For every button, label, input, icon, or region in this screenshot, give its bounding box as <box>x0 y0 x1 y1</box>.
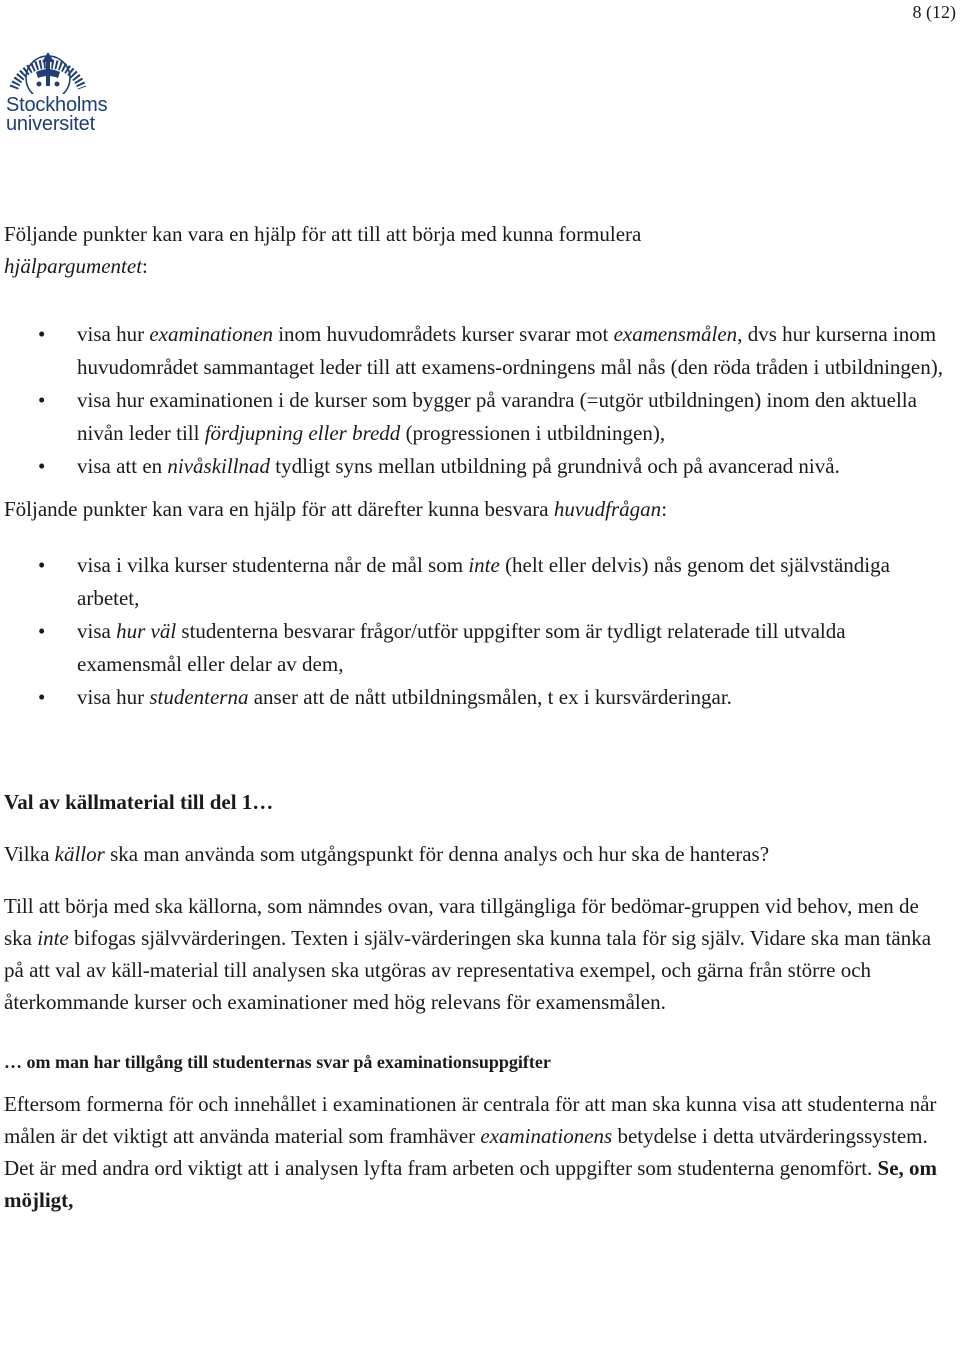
bullet-icon: • <box>38 553 46 577</box>
paragraph-text: betydelse i detta utvärderingssystem. Det är med andra ord viktigt att i analysen lyfta fram arbeten och uppgifter som studenterna genomfört. <box>4 1124 928 1180</box>
list-item <box>4 318 948 384</box>
page-number: 8 (12) <box>912 2 956 22</box>
list-emphasis: inte <box>468 553 500 577</box>
university-seal-icon <box>6 38 90 94</box>
bullet-icon: • <box>38 322 46 346</box>
document-body <box>4 218 948 1216</box>
list-text: visa i vilka kurser studenterna når de mål som <box>77 553 469 577</box>
section-paragraph <box>4 890 948 1018</box>
list-text: inom huvudområdets kurser svarar mot <box>272 322 614 346</box>
paragraph-text: Till att börja med ska källorna, som nämndes ovan, vara tillgängliga för bedömar-gruppen vid behov, men de ska <box>4 894 919 950</box>
bullet-list-1 <box>4 318 948 483</box>
list-emphasis: fördjupning eller bredd <box>204 421 401 445</box>
list-text: (progressionen i utbildningen), <box>400 421 666 445</box>
paragraph-text: Eftersom formerna för och innehållet i examinationen är centrala för att man ska kunna visa att studenterna når målen är det viktigt att använda material som framhäver <box>4 1092 937 1148</box>
list-text: (helt eller delvis) nås genom det självständiga arbetet, <box>77 553 890 610</box>
list-item <box>4 549 948 615</box>
list-item <box>4 681 948 714</box>
subsection-heading: … om man har tillgång till studenternas svar på examinationsuppgifter <box>4 1052 551 1072</box>
section-question <box>4 838 948 870</box>
list-emphasis: hur väl <box>116 619 177 643</box>
list-text: anser att de nått utbildningsmålen, t ex i kursvärderingar. <box>248 685 732 709</box>
intro-2-emphasis: huvudfrågan <box>553 497 662 521</box>
subsection-paragraph <box>4 1088 948 1216</box>
list-emphasis: examensmålen <box>613 322 738 346</box>
question-text: ska man använda som utgångspunkt för denna analys och hur ska de hanteras? <box>104 842 770 866</box>
list-emphasis: examinationen <box>149 322 273 346</box>
bullet-icon: • <box>38 685 46 709</box>
list-text: visa <box>77 619 117 643</box>
paragraph-strong: Se, om möjligt, <box>4 1156 938 1212</box>
intro-paragraph-1 <box>4 218 948 282</box>
bullet-list-2 <box>4 549 948 714</box>
list-text: studenterna besvarar frågor/utför uppgifter som är tydligt relaterade till utvalda examensmål eller delar av dem, <box>77 619 846 676</box>
list-item <box>4 450 948 483</box>
bullet-icon: • <box>38 619 46 643</box>
list-text: visa att en <box>77 454 168 478</box>
list-item <box>4 615 948 681</box>
list-item <box>4 384 948 450</box>
intro-2-text: Följande punkter kan vara en hjälp för att därefter kunna besvara <box>4 497 554 521</box>
paragraph-emphasis: inte <box>37 926 69 950</box>
logo-line-2: universitet <box>6 113 95 135</box>
list-text: visa hur <box>77 322 150 346</box>
intro-paragraph-2 <box>4 493 948 525</box>
question-text: Vilka <box>4 842 55 866</box>
bullet-icon: • <box>38 454 46 478</box>
list-emphasis: studenterna <box>149 685 249 709</box>
intro-1-text: Följande punkter kan vara en hjälp för att till att börja med kunna formulera <box>4 222 642 246</box>
section-heading: Val av källmaterial till del 1… <box>4 790 274 814</box>
university-logo <box>6 38 136 134</box>
list-text: tydligt syns mellan utbildning på grundnivå och på avancerad nivå. <box>270 454 840 478</box>
question-emphasis: källor <box>54 842 105 866</box>
list-text: visa hur examinationen i de kurser som bygger på varandra (=utgör utbildningen) inom den aktuella nivån leder till <box>77 388 917 445</box>
paragraph-emphasis: examinationens <box>480 1124 613 1148</box>
bullet-icon: • <box>38 388 46 412</box>
intro-1-colon: : <box>142 254 148 278</box>
intro-1-emphasis: hjälpargumentet <box>4 254 143 278</box>
logo-line-1: Stockholms <box>6 94 108 116</box>
intro-2-colon: : <box>661 497 668 521</box>
list-emphasis: nivåskillnad <box>167 454 271 478</box>
list-text: visa hur <box>77 685 150 709</box>
list-text: , dvs hur kurserna inom huvudområdet sammantaget leder till att examens-ordningens mål nås (den röda tråden i utbildningen), <box>77 322 943 379</box>
paragraph-text: bifogas självvärderingen. Texten i själv-värderingen ska kunna tala för sig själv. Vidare ska man tänka på att val av käll-material till analysen ska utgöras av representativa exempel, och gärna från större och återkommande kurser och examinationer med hög relevans för examensmålen. <box>4 926 932 1014</box>
